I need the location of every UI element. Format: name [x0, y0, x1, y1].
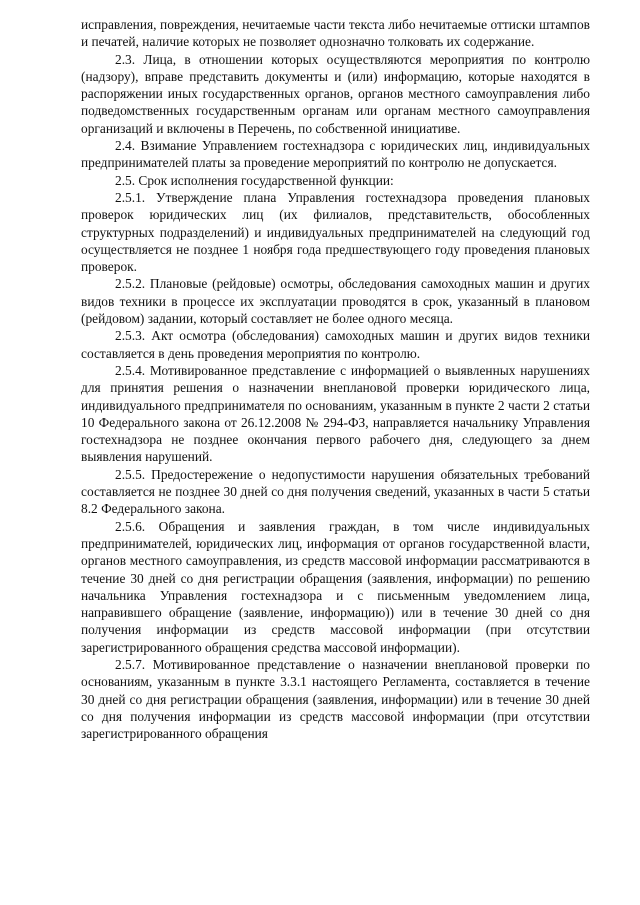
- paragraph-2-5-7: 2.5.7. Мотивированное представление о назначении внеплановой проверки по основаниям, указанным в пункте 3.3.1 настоящего Регламента, составляется в течение 30 дней со дня регистрации обращения (заявления, информации) или в течение 30 дней со дня получения информации из средств массовой информации (при отсутствии зарегистрированного обращения: [81, 656, 590, 742]
- paragraph-2-5-1: 2.5.1. Утверждение плана Управления гостехнадзора проведения плановых проверок юридических лиц (их филиалов, представительств, обособленных структурных подразделений) и индивидуальных предпринимателей на следующий год осуществляется не позднее 1 ноября года предшествующего году проведения плановых проверок.: [81, 189, 590, 275]
- paragraph-2-5-4: 2.5.4. Мотивированное представление с информацией о выявленных нарушениях для принятия решения о назначении внеплановой проверки юридического лица, индивидуального предпринимателя по основаниям, указанным в пункте 2 части 2 статьи 10 Федерального закона от 26.12.2008 № 294-ФЗ, направляется начальнику Управления гостехнадзора не позднее окончания первого рабочего дня, следующего за днем выявления нарушений.: [81, 362, 590, 465]
- paragraph-continuation: исправления, повреждения, нечитаемые части текста либо нечитаемые оттиски штампов и печатей, наличие которых не позволяет однозначно толковать их содержание.: [81, 17, 590, 50]
- paragraph-2-5-2: 2.5.2. Плановые (рейдовые) осмотры, обследования самоходных машин и других видов техники в процессе их эксплуатации проводятся в срок, указанный в плановом (рейдовом) задании, который составляет не более одного месяца.: [81, 276, 590, 327]
- document-body: [81, 16, 590, 742]
- paragraph-2-3: 2.3. Лица, в отношении которых осуществляются мероприятия по контролю (надзору), вправе представить документы и (или) информацию, которые находятся в распоряжении иных государственных органов, органов местного самоуправления либо подведомственных государственным органам или органам местного самоуправления организаций и включены в Перечень, по собственной инициативе.: [81, 51, 590, 136]
- paragraph-2-5-5: 2.5.5. Предостережение о недопустимости нарушения обязательных требований составляется не позднее 30 дней со дня получения сведений, указанных в части 5 статьи 8.2 Федерального закона.: [81, 466, 590, 517]
- paragraph-2-4: 2.4. Взимание Управлением гостехнадзора с юридических лиц, индивидуальных предпринимателей платы за проведение мероприятий по контролю не допускается.: [81, 138, 590, 171]
- paragraph-2-5-6: 2.5.6. Обращения и заявления граждан, в том числе индивидуальных предпринимателей, юридических лиц, информация от органов государственной власти, органов местного самоуправления, из средств массовой информации рассматриваются в течение 30 дней со дня регистрации обращения (заявления, информации) по решению начальника Управления гостехнадзора и с письменным уведомлением лица, направившего обращение (заявление, информацию)) или в течение 30 дней со дня получения информации из средств массовой информации (при отсутствии зарегистрированного обращения средства массовой информации).: [81, 518, 590, 655]
- paragraph-2-5-3: 2.5.3. Акт осмотра (обследования) самоходных машин и других видов техники составляется в день проведения мероприятия по контролю.: [81, 328, 590, 361]
- paragraph-2-5: 2.5. Срок исполнения государственной функции:: [115, 172, 394, 188]
